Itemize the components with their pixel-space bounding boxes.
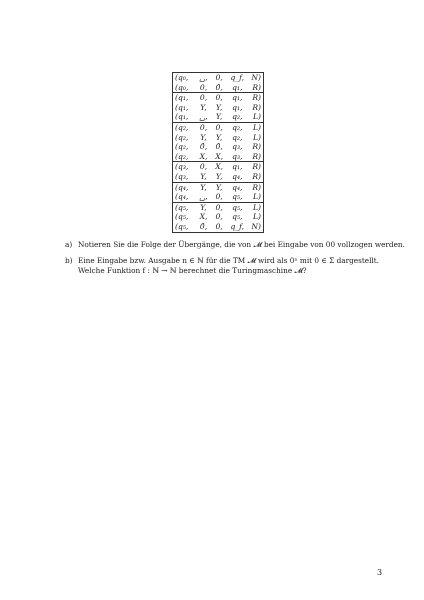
cell-write-symbol: 0,: [211, 202, 227, 212]
cell-write-symbol: Y,: [215, 102, 223, 112]
cell-to-state: q₅,: [232, 192, 243, 202]
cell-direction: R): [252, 82, 261, 92]
transition-row: [173, 202, 264, 212]
cell-to-state: q₄,: [227, 182, 248, 192]
cell-read-symbol: Y,: [196, 202, 212, 212]
cell-from-state: (q₁,: [175, 102, 189, 112]
cell-to-state: q_f,: [230, 73, 245, 82]
transition-row: [173, 192, 264, 202]
cell-from-state: (q₂,: [175, 142, 189, 152]
cell-to-state: q₁,: [232, 82, 243, 92]
cell-read-symbol: Y,: [200, 132, 207, 142]
transition-row: [173, 142, 264, 152]
transition-row: [173, 93, 264, 103]
transition-row: [173, 122, 264, 132]
cell-write-symbol: 0,: [211, 122, 227, 132]
cell-read-symbol: ␣,: [199, 192, 208, 202]
cell-from-state: (q₂,: [175, 132, 189, 142]
transition-row: [173, 182, 264, 192]
cell-read-symbol: Y,: [200, 102, 207, 112]
cell-direction: L): [252, 212, 261, 222]
transition-row: [173, 172, 264, 182]
cell-direction: R): [252, 142, 261, 152]
cell-read-symbol: 0,: [196, 122, 212, 132]
cell-write-symbol: 0,: [215, 212, 223, 222]
cell-from-state: (q₄,: [175, 192, 189, 202]
transition-row: [173, 212, 264, 222]
cell-from-state: (q₁,: [175, 112, 189, 122]
cell-write-symbol: 0,: [215, 73, 223, 82]
cell-write-symbol: 0,: [215, 221, 223, 231]
cell-direction: L): [252, 112, 261, 122]
cell-direction: L): [252, 132, 261, 142]
cell-read-symbol: 0,: [196, 162, 212, 172]
question-a-label: a): [65, 240, 73, 249]
question-a-text: [78, 240, 405, 250]
cell-to-state: q_f,: [230, 221, 245, 231]
cell-from-state: (q₃,: [175, 171, 189, 181]
cell-direction: R): [248, 162, 264, 172]
cell-from-state: (q₀,: [175, 82, 189, 92]
cell-direction: R): [252, 102, 261, 112]
transition-row: [173, 222, 264, 232]
cell-from-state: (q₅,: [175, 221, 189, 231]
cell-write-symbol: 0,: [211, 93, 227, 103]
cell-from-state: (q₃,: [173, 162, 196, 172]
cell-from-state: (q₀,: [175, 73, 189, 82]
question-b-text: [78, 256, 395, 276]
cell-to-state: q₃,: [232, 151, 243, 161]
cell-read-symbol: X,: [199, 151, 208, 161]
transition-row: [173, 83, 264, 93]
cell-direction: N): [251, 73, 261, 82]
cell-write-symbol: X,: [211, 162, 227, 172]
transition-row: [173, 73, 264, 83]
page-number: 3: [377, 568, 383, 577]
cell-to-state: q₁,: [232, 102, 243, 112]
cell-from-state: (q₂,: [173, 122, 196, 132]
cell-direction: L): [248, 202, 264, 212]
cell-direction: L): [248, 122, 264, 132]
cell-direction: R): [252, 171, 261, 181]
cell-write-symbol: 0̂,: [215, 82, 223, 92]
cell-to-state: q₂,: [227, 122, 248, 132]
transition-row: [173, 103, 264, 113]
question-b-label: b): [65, 256, 73, 266]
cell-write-symbol: 0̂,: [215, 142, 223, 152]
cell-write-symbol: X,: [215, 151, 224, 161]
cell-direction: R): [252, 151, 261, 161]
cell-direction: L): [252, 192, 261, 202]
cell-read-symbol: ␣,: [199, 73, 208, 82]
cell-to-state: q₁,: [227, 93, 248, 103]
cell-read-symbol: ␣,: [199, 112, 208, 122]
cell-from-state: (q₂,: [175, 151, 189, 161]
cell-to-state: q₁,: [227, 162, 248, 172]
transition-row: [173, 133, 264, 143]
cell-to-state: q₅,: [232, 212, 243, 222]
cell-read-symbol: 0,: [196, 93, 212, 103]
transition-table: [172, 72, 264, 233]
cell-read-symbol: X,: [199, 212, 208, 222]
cell-write-symbol: Y,: [215, 171, 223, 181]
cell-from-state: (q₁,: [173, 93, 196, 103]
cell-read-symbol: Y,: [200, 171, 207, 181]
question-b-line-2: Welche Funktion f : ℕ → ℕ berechnet die Turingmaschine 𝓜?: [78, 266, 307, 276]
transition-row: [173, 112, 264, 122]
cell-read-symbol: 0̂,: [199, 142, 208, 152]
transition-row: [173, 162, 264, 172]
transition-row: [173, 152, 264, 162]
cell-to-state: q₃,: [232, 142, 243, 152]
cell-read-symbol: 0̂,: [199, 221, 208, 231]
cell-from-state: (q₅,: [173, 202, 196, 212]
cell-to-state: q₂,: [232, 132, 243, 142]
cell-read-symbol: 0,: [199, 82, 208, 92]
question-a: [65, 240, 405, 250]
cell-from-state: (q₅,: [175, 212, 189, 222]
cell-write-symbol: Y,: [215, 112, 223, 122]
cell-write-symbol: Y,: [215, 132, 223, 142]
question-list: [65, 240, 405, 283]
cell-to-state: q₅,: [227, 202, 248, 212]
question-a-line-1: Notieren Sie die Folge der Übergänge, die von 𝓜 bei Eingabe von 00 vollzogen werden.: [78, 240, 405, 249]
question-b-line-1: Eine Eingabe bzw. Ausgabe n ∈ ℕ für die TM 𝓜 wird als 0ⁿ mit 0 ∈ Σ dargestellt.: [78, 256, 379, 266]
cell-to-state: q₄,: [232, 171, 243, 181]
cell-from-state: (q₄,: [173, 182, 196, 192]
cell-read-symbol: Y,: [196, 182, 212, 192]
cell-direction: N): [251, 221, 261, 231]
cell-direction: R): [248, 182, 264, 192]
cell-to-state: q₂,: [232, 112, 243, 122]
cell-direction: R): [248, 93, 264, 103]
question-b: [65, 256, 395, 276]
cell-write-symbol: Y,: [211, 182, 227, 192]
transition-table-body: [173, 73, 264, 233]
cell-write-symbol: 0,: [215, 192, 223, 202]
